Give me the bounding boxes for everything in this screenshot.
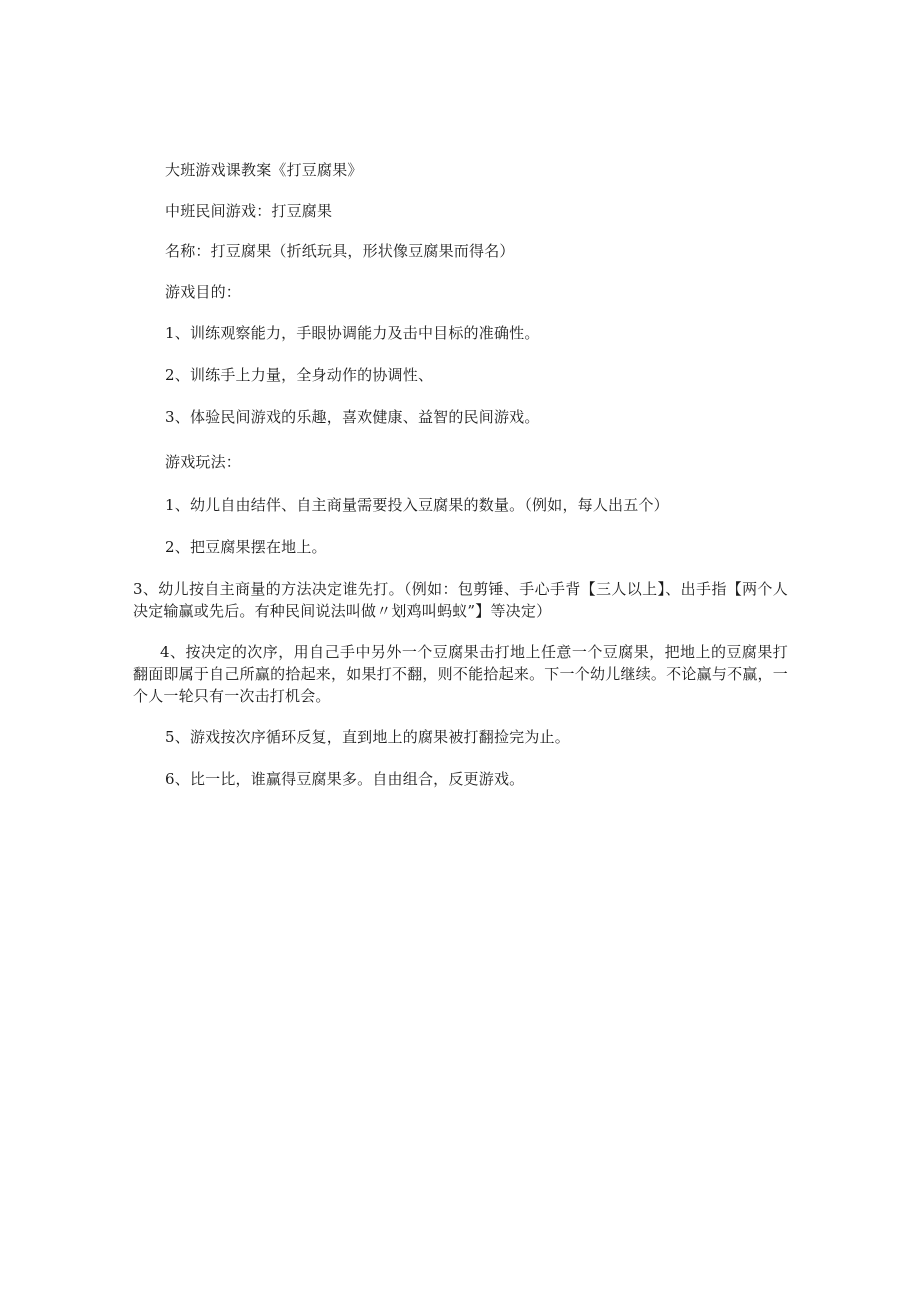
rule-item: 2、把豆腐果摆在地上。: [165, 538, 327, 556]
rule-item: 4、按决定的次序，用自己手中另外一个豆腐果击打地上任意一个豆腐果，把地上的豆腐果打翻面即属于自己所赢的拾起来，如果打不翻，则不能拾起来。下一个幼儿继续。不论赢与不赢，一个人一轮只有一次击打机会。: [133, 643, 788, 705]
rule-item: 1、幼儿自由结伴、自主商量需要投入豆腐果的数量。（例如，每人出五个）: [165, 496, 669, 514]
rules-heading: 游戏玩法：: [165, 453, 242, 471]
goal-item: 1、训练观察能力，手眼协调能力及击中目标的准确性。: [165, 324, 540, 342]
rule-item: 5、游戏按次序循环反复，直到地上的腐果被打翻捡完为止。: [165, 728, 570, 746]
rule-item: 3、幼儿按自主商量的方法决定谁先打。（例如：包剪锤、手心手背【三人以上】、出手指【两个人决定输赢或先后。有种民间说法叫做〃划鸡叫蚂蚁”】等决定）: [133, 580, 788, 620]
rule-item: 6、比一比，谁赢得豆腐果多。自由组合，反更游戏。: [165, 770, 525, 788]
goals-heading: 游戏目的：: [165, 283, 242, 301]
name-line: 名称：打豆腐果（折纸玩具，形状像豆腐果而得名）: [165, 242, 515, 260]
goal-item: 3、体验民间游戏的乐趣，喜欢健康、益智的民间游戏。: [165, 408, 540, 426]
document-subtitle: 中班民间游戏：打豆腐果: [165, 202, 333, 220]
goal-item: 2、训练手上力量，全身动作的协调性、: [165, 366, 434, 384]
document-title: 大班游戏课教案《打豆腐果》: [165, 161, 363, 179]
